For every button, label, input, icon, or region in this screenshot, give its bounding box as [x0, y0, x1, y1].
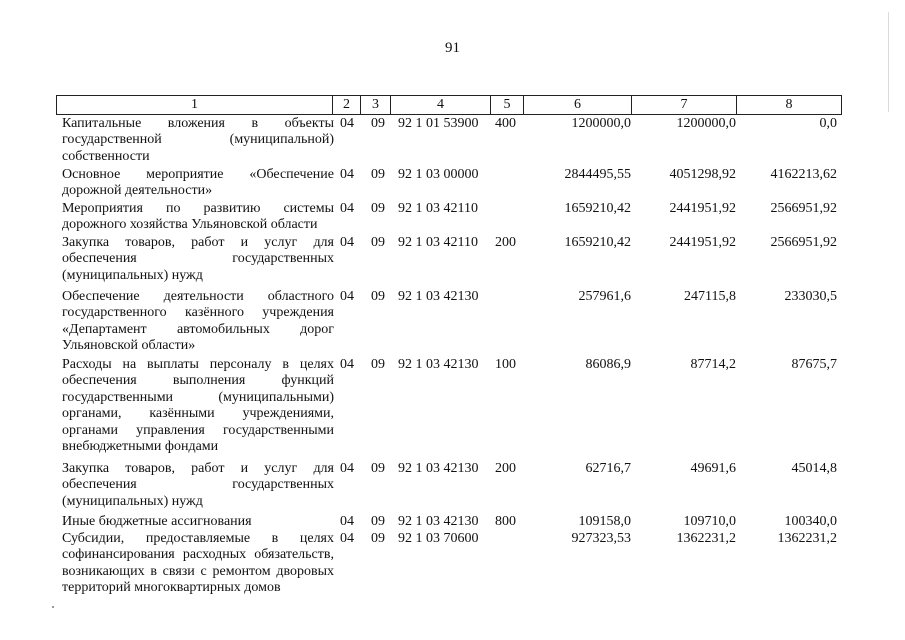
row-amount-year3: 4162213,62: [770, 167, 837, 182]
row-subsection: 09: [371, 167, 385, 182]
row-amount-year2: 109710,0: [683, 514, 736, 529]
page-number: 91: [445, 40, 460, 56]
row-amount-year3: 87675,7: [791, 357, 837, 372]
row-section: 04: [340, 461, 354, 476]
row-expense-type: 800: [495, 514, 516, 529]
row-amount-year2: 1200000,0: [676, 116, 736, 131]
row-target-article: 92 1 03 42130: [398, 461, 479, 476]
column-header-8: 8: [737, 96, 842, 115]
row-name: Мероприятия по развитию системы дорожного хозяйства Ульяновской области: [62, 201, 334, 233]
column-header-5: 5: [491, 96, 524, 115]
row-amount-year3: 1362231,2: [777, 531, 837, 546]
column-header-1: 1: [57, 96, 333, 115]
row-section: 04: [340, 289, 354, 304]
row-target-article: 92 1 03 42110: [398, 235, 478, 250]
row-amount-year2: 2441951,92: [669, 235, 736, 250]
row-amount-year1: 257961,6: [578, 289, 631, 304]
row-target-article: 92 1 03 42130: [398, 514, 479, 529]
row-section: 04: [340, 116, 354, 131]
row-amount-year2: 87714,2: [690, 357, 736, 372]
row-subsection: 09: [371, 116, 385, 131]
row-amount-year1: 109158,0: [578, 514, 631, 529]
row-target-article: 92 1 03 42110: [398, 201, 478, 216]
row-amount-year1: 86086,9: [585, 357, 631, 372]
row-subsection: 09: [371, 514, 385, 529]
row-amount-year1: 1659210,42: [564, 235, 631, 250]
row-expense-type: 100: [495, 357, 516, 372]
row-name: Капитальные вложения в объекты государственной (муниципальной) собственности: [62, 116, 334, 164]
row-section: 04: [340, 357, 354, 372]
column-header-row: [57, 96, 842, 115]
column-header-6: 6: [524, 96, 632, 115]
row-name: Закупка товаров, работ и услуг для обеспечения государственных (муниципальных) нужд: [62, 235, 334, 283]
row-section: 04: [340, 531, 354, 546]
row-expense-type: 200: [495, 461, 516, 476]
row-name: Расходы на выплаты персоналу в целях обеспечения выполнения функций государственными (муниципальными) органами, казёнными учреждениями, органами управления государственными внебюджетными фондами: [62, 357, 334, 455]
row-amount-year1: 62716,7: [585, 461, 631, 476]
row-amount-year1: 1200000,0: [571, 116, 631, 131]
row-amount-year3: 233030,5: [784, 289, 837, 304]
row-name: Обеспечение деятельности областного государственного казённого учреждения «Департамент автомобильных дорог Ульяновской области»: [62, 289, 334, 354]
row-expense-type: 400: [495, 116, 516, 131]
row-subsection: 09: [371, 289, 385, 304]
column-header-4: 4: [391, 96, 491, 115]
row-section: 04: [340, 167, 354, 182]
row-section: 04: [340, 201, 354, 216]
row-target-article: 92 1 03 70600: [398, 531, 479, 546]
column-header-table: [56, 95, 842, 115]
row-section: 04: [340, 514, 354, 529]
row-subsection: 09: [371, 235, 385, 250]
row-name: Закупка товаров, работ и услуг для обеспечения государственных (муниципальных) нужд: [62, 461, 334, 509]
row-target-article: 92 1 03 42130: [398, 289, 479, 304]
row-subsection: 09: [371, 461, 385, 476]
row-target-article: 92 1 03 42130: [398, 357, 479, 372]
row-amount-year2: 49691,6: [690, 461, 736, 476]
scan-artifact: [888, 12, 889, 112]
row-amount-year3: 2566951,92: [770, 201, 837, 216]
row-amount-year3: 0,0: [819, 116, 837, 131]
column-header-2: 2: [333, 96, 361, 115]
row-amount-year3: 45014,8: [791, 461, 837, 476]
row-expense-type: 200: [495, 235, 516, 250]
row-name: Субсидии, предоставляемые в целях софинансирования расходных обязательств, возникающих в связи с ремонтом дворовых территорий многоквартирных домов: [62, 531, 334, 596]
row-amount-year1: 2844495,55: [564, 167, 631, 182]
row-amount-year2: 247115,8: [684, 289, 736, 304]
row-amount-year2: 1362231,2: [676, 531, 736, 546]
column-header-7: 7: [632, 96, 737, 115]
row-target-article: 92 1 03 00000: [398, 167, 479, 182]
row-amount-year1: 1659210,42: [564, 201, 631, 216]
row-subsection: 09: [371, 201, 385, 216]
row-amount-year2: 2441951,92: [669, 201, 736, 216]
column-header-3: 3: [361, 96, 391, 115]
row-amount-year3: 2566951,92: [770, 235, 837, 250]
row-target-article: 92 1 01 53900: [398, 116, 479, 131]
row-section: 04: [340, 235, 354, 250]
scan-artifact: [52, 606, 54, 608]
row-amount-year1: 927323,53: [571, 531, 631, 546]
row-amount-year3: 100340,0: [784, 514, 837, 529]
row-amount-year2: 4051298,92: [669, 167, 736, 182]
row-subsection: 09: [371, 357, 385, 372]
row-name: Иные бюджетные ассигнования: [62, 514, 252, 529]
row-subsection: 09: [371, 531, 385, 546]
row-name: Основное мероприятие «Обеспечение дорожной деятельности»: [62, 167, 334, 199]
